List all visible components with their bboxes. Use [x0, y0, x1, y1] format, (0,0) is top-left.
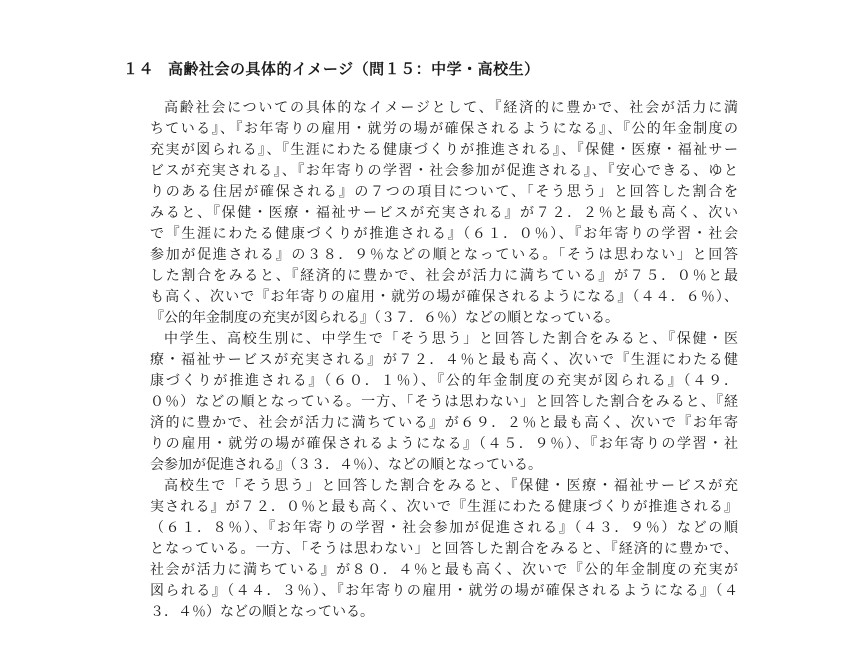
text-line: ０％）などの順となっている。一方、「そうは思わない」と回答した割合をみると、『経 — [150, 394, 738, 410]
text-line: みると、『保健・医療・福祉サービスが充実される』が７２．２％と最も高く、次い — [150, 205, 738, 221]
text-line: ビスが充実される』、『お年寄りの学習・社会参加が促進される』、『安心できる、ゆと — [150, 163, 738, 179]
text-line: 高校生で「そう思う」と回答した割合をみると、『保健・医療・福祉サービスが充 — [164, 478, 738, 494]
text-line: で『生涯にわたる健康づくりが推進される』（６１．０％）、『お年寄りの学習・社会 — [150, 226, 738, 242]
text-line: 社会が活力に満ちている』が８０．４％と最も高く、次いで『公的年金制度の充実が — [150, 562, 738, 578]
paragraph-2 — [150, 329, 738, 476]
text-line: も高く、次いで『お年寄りの雇用・就労の場が確保されるようになる』（４４．６％）、 — [150, 289, 738, 305]
text-line: した割合をみると、『経済的に豊かで、社会が活力に満ちている』が７５．０％と最 — [150, 268, 738, 284]
body-text — [150, 98, 738, 623]
text-line: ３．４％）などの順となっている。 — [150, 604, 374, 620]
text-line: 図られる』（４４．３％）、『お年寄りの雇用・就労の場が確保されるようになる』（４ — [150, 583, 738, 599]
text-line: 康づくりが推進される』（６０．１％）、『公的年金制度の充実が図られる』（４９． — [150, 373, 738, 389]
paragraph-3 — [150, 476, 738, 623]
text-line: 高齢社会についての具体的なイメージとして、『経済的に豊かで、社会が活力に満 — [164, 100, 738, 116]
text-line: 参加が促進される』の３８．９％などの順となっている。「そうは思わない」と回答 — [150, 247, 738, 263]
text-line: となっている。一方、「そうは思わない」と回答した割合をみると、『経済的に豊かで、 — [150, 541, 738, 557]
text-line: りのある住居が確保される』の７つの項目について、「そう思う」と回答した割合を — [150, 184, 738, 200]
text-line: 中学生、高校生別に、中学生で「そう思う」と回答した割合をみると、『保健・医 — [164, 331, 738, 347]
text-line: 療・福祉サービスが充実される』が７２．４％と最も高く、次いで『生涯にわたる健 — [150, 352, 738, 368]
text-line: 会参加が促進される』（３３．４％）、などの順となっている。 — [150, 457, 542, 473]
text-line: 済的に豊かで、社会が活力に満ちている』が６９．２％と最も高く、次いで『お年寄 — [150, 415, 738, 431]
text-line: 『公的年金制度の充実が図られる』（３７．６％）などの順となっている。 — [150, 310, 619, 326]
section-title: 高齢社会の具体的イメージ（問１５：中学・高校生） — [168, 60, 540, 78]
text-line: 実される』が７２．０％と最も高く、次いで『生涯にわたる健康づくりが推進される』 — [150, 499, 738, 515]
text-line: 充実が図られる』、『生涯にわたる健康づくりが推進される』、『保健・医療・福祉サー — [150, 142, 738, 158]
section-number: １４ — [123, 60, 155, 78]
text-line: ちている』、『お年寄りの雇用・就労の場が確保されるようになる』、『公的年金制度の — [150, 121, 738, 137]
text-line: りの雇用・就労の場が確保されるようになる』（４５．９％）、『お年寄りの学習・社 — [150, 436, 738, 452]
text-line: （６１．８％）、『お年寄りの学習・社会参加が促進される』（４３．９％）などの順 — [150, 520, 738, 536]
paragraph-1 — [150, 98, 738, 329]
section-heading — [123, 58, 540, 79]
